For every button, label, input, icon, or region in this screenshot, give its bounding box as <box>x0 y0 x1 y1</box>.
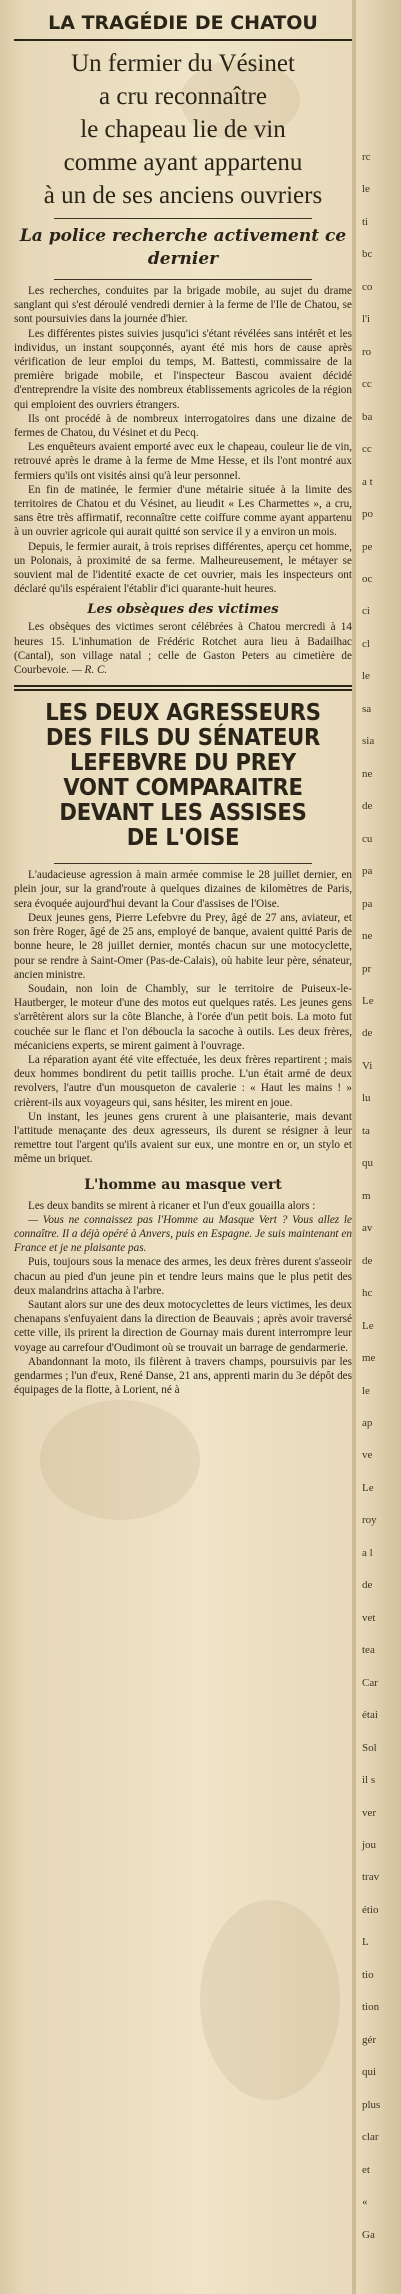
side-fragment: ne <box>362 768 373 780</box>
paper-stain <box>40 1400 200 1520</box>
side-fragment: hc <box>362 1287 373 1299</box>
side-fragment: ne <box>362 930 373 942</box>
side-fragment: pr <box>362 963 372 975</box>
divider <box>54 863 312 864</box>
side-fragment: a l <box>362 1547 373 1559</box>
side-fragment: Vi <box>362 1060 373 1072</box>
side-fragment: le <box>362 670 370 682</box>
side-fragment: tea <box>362 1644 375 1656</box>
headline-line: DEVANT LES ASSISES <box>59 800 307 827</box>
side-fragment: me <box>362 1352 376 1364</box>
side-fragment: tion <box>362 2001 380 2013</box>
article-column <box>14 8 352 1397</box>
side-fragment: de <box>362 1255 373 1267</box>
obseques-heading: Les obsèques des victimes <box>87 602 279 618</box>
side-fragment: pa <box>362 898 373 910</box>
side-fragment: Sol <box>362 1742 377 1754</box>
side-fragment: ba <box>362 411 373 423</box>
side-fragment: ta <box>362 1125 370 1137</box>
side-fragment: étio <box>362 1904 379 1916</box>
rule <box>14 39 352 41</box>
side-fragment: pa <box>362 865 373 877</box>
paragraph: Puis, toujours sous la menace des armes, les deux frères durent s'asseoir chacun au pied d'un jeune pin et tendre leurs mains que le plus petit des deux malandrins attacha à l'arbre. <box>14 1256 352 1297</box>
side-fragment: sa <box>362 703 372 715</box>
side-fragment: étai <box>362 1709 378 1721</box>
side-fragment: av <box>362 1222 373 1234</box>
divider <box>54 279 312 280</box>
paper-stain <box>200 1900 340 2100</box>
side-fragment: qui <box>362 2066 377 2078</box>
side-fragment: le <box>362 1385 370 1397</box>
side-fragment: tio <box>362 1969 374 1981</box>
side-fragment: oc <box>362 573 373 585</box>
side-fragment: co <box>362 281 373 293</box>
subheading-masque-vert: L'homme au masque vert <box>84 1176 282 1193</box>
paragraph: L'audacieuse agression à main armée commise le 28 juillet dernier, en plein jour, sur la grand'route à quelques dizaines de kilomètres de Paris, sera évoquée aujourd'hui devant la Cour d'assises de l'Oise. <box>14 869 352 910</box>
paragraph: La réparation ayant été vite effectuée, les deux frères repartirent ; mais deux hommes bondirent du petit taillis proche. L'un était armé de deux revolvers, l'autre d'un mousqueton de cavalerie : « Haut les mains ! » crièrent-ils aux voyageurs qui, sans hésiter, les mirent en joue. <box>14 1053 352 1109</box>
side-fragment: ver <box>362 1807 377 1819</box>
obseques-text: Les obsèques des victimes seront célébrées à Chatou mercredi à 14 heures 15. L'inhumation de Frédéric Rotchet aura lieu à Badailhac (Cantal), son village natal ; celle de Gaston Peters au cimetière de Courbevoie. <box>14 621 352 677</box>
paragraph: Deux jeunes gens, Pierre Lefebvre du Prey, âgé de 27 ans, aviateur, et son frère Roger, âgé de 25 ans, employé de banque, avaient quitté Paris de bonne heure, le 28 juillet dernier, montés chacun sur une motocyclette, pour se rendre à Saint-Omer (Pas-de-Calais), où habite leur père, sénateur, ancien ministre. <box>14 911 352 981</box>
adjacent-column-fragments <box>358 0 401 2294</box>
paragraph: Les recherches, conduites par la brigade mobile, au sujet du drame sanglant qui s'est déroulé vendredi dernier à la ferme de l'Ile de Chatou, se sont poursuivies dans la journée d'hier. <box>14 285 352 326</box>
column-cut-edge <box>352 0 356 2294</box>
side-fragment: Le <box>362 995 374 1007</box>
side-fragment: lu <box>362 1092 371 1104</box>
paragraph <box>14 620 352 677</box>
signature: — R. C. <box>71 664 108 677</box>
side-fragment: bc <box>362 248 373 260</box>
side-fragment: « <box>362 2196 368 2208</box>
paragraph: Les enquêteurs avaient emporté avec eux le chapeau, couleur lie de vin, retrouvé après le drame à la ferme de Mme Hesse, et ils l'ont montré aux fermiers qu'ils ont visités ainsi qu'à leur personnel. <box>14 441 352 482</box>
side-fragment: clar <box>362 2131 379 2143</box>
headline-line: Un fermier du Vésinet <box>71 50 295 77</box>
side-fragment: vet <box>362 1612 376 1624</box>
side-fragment: a t <box>362 476 373 488</box>
side-fragment: rc <box>362 151 371 163</box>
paragraph: Les deux bandits se mirent à ricaner et l'un d'eux gouailla alors : <box>28 1199 316 1212</box>
side-fragment: cu <box>362 833 373 845</box>
paragraph: Un instant, les jeunes gens crurent à une plaisanterie, mais devant l'attitude menaçante des deux agresseurs, ils durent se résigner à leur remettre tout l'argent qu'ils avaient sur eux, une montre en or, un stylo et même un briquet. <box>14 1110 352 1166</box>
side-fragment: plus <box>362 2099 381 2111</box>
side-fragment: et <box>362 2164 370 2176</box>
side-fragment: po <box>362 508 373 520</box>
side-fragment: roy <box>362 1514 377 1526</box>
paragraph: Depuis, le fermier aurait, à trois reprises différentes, aperçu cet homme, un Polonais, à proximité de sa ferme. Malheureusement, le métayer se souvient mal de l'identité exacte de cet ouvrier, mais les inspecteurs ont déclaré qu'ils espéraient l'établir d'ici quarante-huit heures. <box>14 540 352 596</box>
side-fragment: ro <box>362 346 372 358</box>
paragraph: Abandonnant la moto, ils filèrent à travers champs, poursuivis par les gendarmes ; l'un d'eux, René Danse, 21 ans, apprenti marin du 3e dépôt des équipages de la flotte, à Lorient, né à <box>14 1355 352 1397</box>
side-fragment: Car <box>362 1677 378 1689</box>
paragraph: Ils ont procédé à de nombreux interrogatoires dans une dizaine de fermes de Chatou, du Vésinet et du Pecq. <box>14 412 352 440</box>
headline-line: DE L'OISE <box>126 825 240 852</box>
side-fragment: ve <box>362 1449 373 1461</box>
side-fragment: gér <box>362 2034 377 2046</box>
subheadline: La police recherche activement ce dernier <box>19 226 347 269</box>
headline-line: LES DEUX AGRESSEURS <box>45 700 321 727</box>
side-fragment: Le <box>362 1482 374 1494</box>
side-fragment: cc <box>362 443 372 455</box>
side-fragment: qu <box>362 1157 373 1169</box>
paragraph: Soudain, non loin de Chambly, sur le territoire de Puiseux-le-Hautberger, le moteur d'une des motos eut quelques ratés. Les jeunes gens s'arrêtèrent alors sur la côte Blanche, à l'orée d'un petit bois. La moto fut couchée sur le flanc et l'on déboucla la sacoche à outils. Les deux frères, mécaniciens experts, se mirent gaiment à l'ouvrage. <box>14 982 352 1052</box>
headline-line: DES FILS DU SÉNATEUR <box>45 725 321 752</box>
side-fragment: sia <box>362 735 375 747</box>
side-fragment: le <box>362 183 370 195</box>
side-fragment: jou <box>362 1839 377 1851</box>
headline-line: comme ayant appartenu <box>63 149 303 176</box>
paragraph: Sautant alors sur une des deux motocyclettes de leurs victimes, les deux chenapans s'enfuyaient dans la direction de Beauvais ; après avoir traversé cette ville, ils prirent la direction de Gournay mais durent interrompre leur voyage au carrefour d'Oudimont où se trouvait un barrage de gendarmerie. <box>14 1298 352 1354</box>
headline-line: à un de ses anciens ouvriers <box>43 182 323 209</box>
headline-line: VONT COMPARAITRE <box>63 775 303 802</box>
main-headline <box>14 47 352 212</box>
headline-line: le chapeau lie de vin <box>80 116 286 143</box>
side-fragment: de <box>362 1579 373 1591</box>
second-headline <box>28 701 339 851</box>
side-fragment: il s <box>362 1774 376 1786</box>
rule <box>14 689 352 691</box>
side-fragment: ci <box>362 605 370 617</box>
side-fragment: L <box>362 1936 369 1948</box>
side-fragment: Ga <box>362 2229 375 2241</box>
side-fragment: cl <box>362 638 370 650</box>
side-fragment: cc <box>362 378 372 390</box>
side-fragment: Le <box>362 1320 374 1332</box>
divider <box>54 218 312 219</box>
side-fragment: l'i <box>362 313 371 325</box>
side-fragment: de <box>362 800 373 812</box>
quote-paragraph: — Vous ne connaissez pas l'Homme au Masque Vert ? Vous allez le connaître. Il a déjà opéré à Anvers, puis en Espagne. Je suis maintenant en France et je ne plaisante pas. <box>14 1213 352 1255</box>
side-fragment: de <box>362 1027 373 1039</box>
side-fragment: pe <box>362 541 373 553</box>
side-fragment: trav <box>362 1871 380 1883</box>
rule <box>14 685 352 687</box>
paragraph: En fin de matinée, le fermier d'une métairie située à la limite des territoires de Chatou et du Vésinet, au lieudit « Les Charmettes », a cru, sans être très affirmatif, reconnaître cette coiffure comme ayant appartenu à un ouvrier agricole qui aurait quitté son service il y a environ un mois. <box>14 483 352 539</box>
side-fragment: ti <box>362 216 369 228</box>
headline-line: LEFEBVRE DU PREY <box>70 750 296 777</box>
paragraph: Les différentes pistes suivies jusqu'ici s'étant révélées sans intérêt et les individus, un instant soupçonnés, ayant été mis hors de cause après vérification de leur emploi du temps, M. Battesti, commissaire de la première brigade mobile, et l'inspecteur Bascou avaient décidé d'entreprendre la visite des nombreux établissements agricoles de la région qui emploient des ouvriers étrangers. <box>14 327 352 411</box>
headline-line: a cru reconnaître <box>99 83 267 110</box>
side-fragment: ap <box>362 1417 373 1429</box>
side-fragment: m <box>362 1190 371 1202</box>
kicker-heading: LA TRAGÉDIE DE CHATOU <box>48 12 318 34</box>
